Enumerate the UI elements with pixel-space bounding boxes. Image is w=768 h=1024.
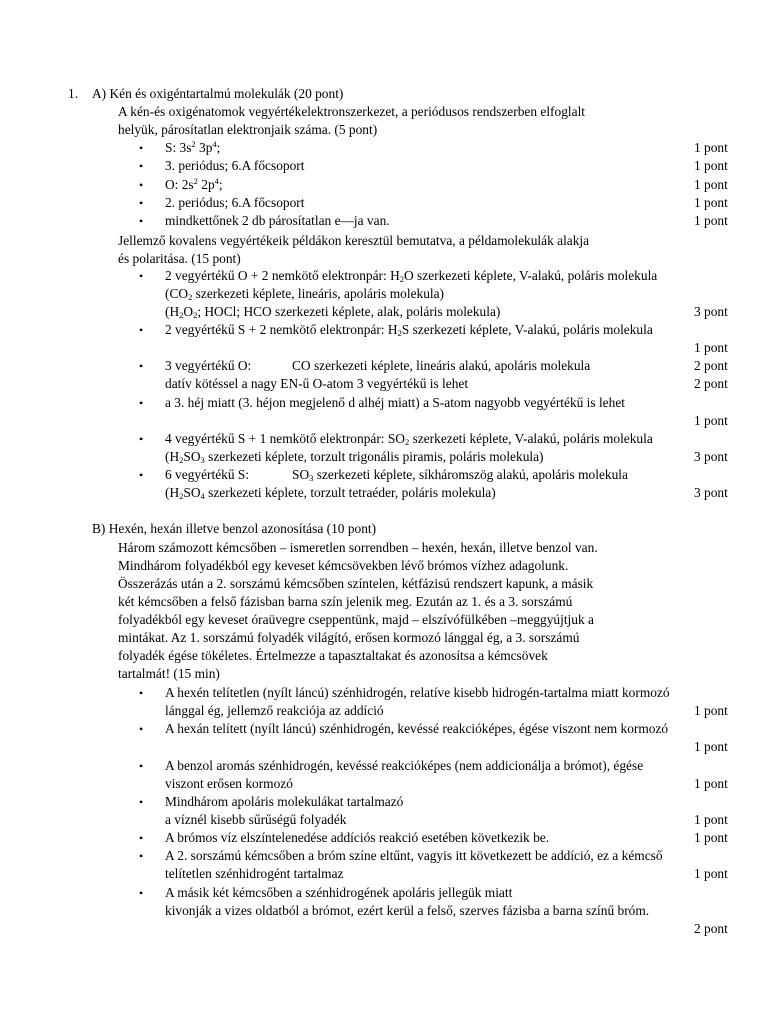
hexene-line2: lánggal ég, jellemző reakciója az addíció <box>165 703 384 718</box>
bullet-icon: • <box>139 795 144 809</box>
section-b-heading: B) Hexén, hexán illetve benzol azonosítása (10 pont) <box>92 521 377 536</box>
points-label: 3 pont <box>694 304 728 319</box>
part1-intro-line1: A kén-és oxigénatomok vegyértékelektronszerkezet, a periódusos rendszerben elfoglalt <box>118 104 586 119</box>
points-label: 1 pont <box>694 413 728 428</box>
o-divalent-line2: ($CO_2$ szerkezeti képlete, lineáris, apoláris molekula) <box>165 286 445 302</box>
paragraph-line: tartalmát! (15 min) <box>118 666 220 681</box>
bullet-icon: • <box>139 196 144 210</box>
bromine-line1: A brómos víz elszíntelenedése addíciós reakció esetében következik be. <box>165 830 550 845</box>
points-label: 1 pont <box>694 340 728 355</box>
points-label: 2 pont <box>694 921 728 936</box>
section-a-heading: A) Kén és oxigéntartalmú molekulák (20 pont) <box>92 86 344 101</box>
points-label: 1 pont <box>694 213 728 228</box>
paragraph-line: Összerázás után a 2. sorszámú kémcsőben színtelen, kétfázisú rendszert kapunk, a másik <box>118 576 594 591</box>
s-divalent: 2 vegyértékű S + 2 nemkötő elektronpár: $H_2S$ szerkezeti képlete, V-alakú, poláris molekula <box>165 322 653 338</box>
bullet-icon: • <box>139 359 144 373</box>
o-divalent-line3: ($H_2O_2$; HOCl; HCO szerkezeti képlete, alak, poláris molekula) <box>165 304 501 320</box>
paragraph-line: mintákat. Az 1. sorszámú folyadék világító, erősen kormozó lánggal ég, a 3. sorszámú <box>118 630 580 645</box>
part1-intro-line2: helyük, párosítatlan elektronjaik száma. (5 pont) <box>118 122 378 137</box>
apolar-line1: Mindhárom apoláris molekulákat tartalmazó <box>165 794 404 809</box>
o-trivalent-label: 3 vegyértékű O: <box>165 358 252 373</box>
bullet-icon: • <box>139 686 144 700</box>
points-label: 1 pont <box>694 158 728 173</box>
points-label: 1 pont <box>694 703 728 718</box>
bullet-icon: • <box>139 323 144 337</box>
bullet-icon: • <box>139 432 144 446</box>
paragraph-line: Mindhárom folyadékból egy keveset kémcsövekben lévő brómos vízhez adagolunk. <box>118 558 569 573</box>
points-label: 1 pont <box>694 177 728 192</box>
o-divalent-line1: 2 vegyértékű O + 2 nemkötő elektronpár: $H_2O$ szerkezeti képlete, V-alakú, poláris molekula <box>165 268 658 284</box>
bullet-icon: • <box>139 141 144 155</box>
bullet-icon: • <box>139 722 144 736</box>
s-tetravalent-line1: 4 vegyértékű S + 1 nemkötő elektronpár: $SO_2$ szerkezeti képlete, V-alakú, poláris molekula <box>165 431 653 447</box>
hexene-line1: A hexén telítetlen (nyílt láncú) szénhidrogén, relatíve kisebb hidrogén-tartalma miatt kormozó <box>165 685 670 700</box>
s-tetravalent-line2: ($H_2SO_3$ szerkezeti képlete, torzult trigonális piramis, poláris molekula) <box>165 449 544 465</box>
section-a-number: 1. <box>68 86 79 101</box>
paragraph-line: két kémcsőben a felső fázisban barna szín jelenik meg. Ezután az 1. és a 3. sorszámú <box>118 594 573 609</box>
bullet-icon: • <box>139 269 144 283</box>
tube2-line2: telítetlen szénhidrogént tartalmaz <box>165 866 344 881</box>
points-label: 1 pont <box>694 866 728 881</box>
other-tubes-line2: kivonják a vizes oldatból a brómot, ezért kerül a felső, szerves fázisba a barna színű bróm. <box>165 903 650 918</box>
bullet-icon: • <box>139 468 144 482</box>
points-label: 3 pont <box>694 485 728 500</box>
points-label: 1 pont <box>694 739 728 754</box>
third-shell-note: a 3. héj miatt (3. héjon megjelenő d alhéj miatt) a S-atom nagyobb vegyértékű is lehet <box>165 395 625 410</box>
hexane-line1: A hexán telített (nyílt láncú) szénhidrogén, kevéssé reakcióképes, égése viszont nem kormozó <box>165 721 669 736</box>
tube2-line1: A 2. sorszámú kémcsőben a bróm színe eltűnt, vagyis itt következett be addíció, ez a kémcső <box>165 848 663 863</box>
bullet-icon: • <box>139 886 144 900</box>
s-hexavalent-line1: $SO_3$ szerkezeti képlete, síkháromszög alakú, apoláris molekula <box>292 467 628 483</box>
bullet-icon: • <box>139 849 144 863</box>
part2-intro-line1: Jellemző kovalens vegyértékeik példákon keresztül bemutatva, a példamolekulák alakja <box>118 233 590 248</box>
bullet-icon: • <box>139 178 144 192</box>
points-label: 1 pont <box>694 776 728 791</box>
unpaired-electrons: mindkettőnek 2 db párosítatlan e—ja van. <box>165 213 390 228</box>
paragraph-line: folyadékból egy keveset óraüvegre cseppentünk, majd – elszívófülkében –meggyújtjuk a <box>118 612 594 627</box>
other-tubes-line1: A másik két kémcsőben a szénhidrogének apoláris jellegük miatt <box>165 885 513 900</box>
points-label: 1 pont <box>694 812 728 827</box>
apolar-line2: a víznél kisebb sűrűségű folyadék <box>165 812 347 827</box>
part2-intro-line2: és polaritása. (15 pont) <box>118 251 241 266</box>
points-label: 1 pont <box>694 140 728 155</box>
points-label: 2 pont <box>694 358 728 373</box>
bullet-icon: • <box>139 396 144 410</box>
o-trivalent-text: CO szerkezeti képlete, lineáris alakú, apoláris molekula <box>292 358 591 373</box>
bullet-icon: • <box>139 214 144 228</box>
o-electron-config: O: $2s^2$ $2p^4$; <box>165 176 223 192</box>
points-label: 3 pont <box>694 449 728 464</box>
o-period-group: 2. periódus; 6.A főcsoport <box>165 195 305 210</box>
dative-bond-note: datív kötéssel a nagy EN-ű O-atom 3 vegyértékű is lehet <box>165 376 469 391</box>
paragraph-line: folyadék égése tökéletes. Értelmezze a tapasztaltakat és azonosítsa a kémcsövek <box>118 648 548 663</box>
s-hexavalent-label: 6 vegyértékű S: <box>165 467 250 482</box>
paragraph-line: Három számozott kémcsőben – ismeretlen sorrendben – hexén, hexán, illetve benzol van. <box>118 540 598 555</box>
s-hexavalent-line2: ($H_2SO_4$ szerkezeti képlete, torzult tetraéder, poláris molekula) <box>165 485 496 501</box>
benzene-line1: A benzol aromás szénhidrogén, kevéssé reakcióképes (nem addicionálja a brómot), égése <box>165 758 644 773</box>
points-label: 2 pont <box>694 376 728 391</box>
s-period-group: 3. periódus; 6.A főcsoport <box>165 158 305 173</box>
points-label: 1 pont <box>694 195 728 210</box>
benzene-line2: viszont erősen kormozó <box>165 776 293 791</box>
bullet-icon: • <box>139 759 144 773</box>
points-label: 1 pont <box>694 830 728 845</box>
bullet-icon: • <box>139 159 144 173</box>
bullet-icon: • <box>139 831 144 845</box>
s-electron-config: S: $3s^2$ $3p^4$; <box>165 139 221 155</box>
